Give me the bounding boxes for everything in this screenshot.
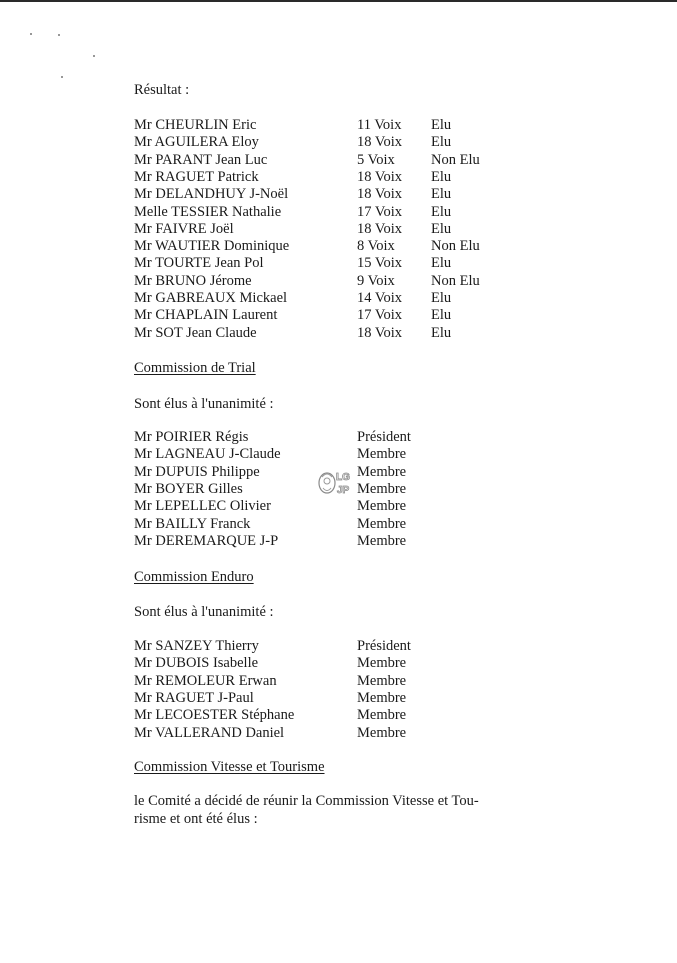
- vitesse-paragraph-line: risme et ont été élus :: [134, 811, 258, 827]
- member-role: Membre: [357, 689, 407, 706]
- member-role: Membre: [357, 463, 407, 480]
- member-name: Mr LEPELLEC Olivier: [134, 498, 271, 515]
- resultat-label: Résultat :: [134, 82, 190, 98]
- result-row: [134, 325, 654, 342]
- enduro-intro: Sont élus à l'unanimité :: [134, 604, 274, 620]
- member-row: [134, 707, 654, 724]
- candidate-name: Mr CHEURLIN Eric: [134, 117, 257, 133]
- member-row: [134, 516, 654, 533]
- election-status: Elu: [431, 307, 452, 324]
- candidate-name: Mr AGUILERA Eloy: [134, 134, 259, 151]
- candidate-name: Mr FAIVRE Joël: [134, 220, 234, 237]
- result-row: [134, 134, 654, 151]
- candidate-name: Melle TESSIER Nathalie: [134, 203, 282, 220]
- vote-count: 18 Voix: [357, 168, 402, 185]
- election-status: Elu: [431, 290, 452, 306]
- election-status: Non Elu: [431, 272, 480, 289]
- result-row: [134, 290, 654, 307]
- member-row: [134, 673, 654, 690]
- member-name: Mr LAGNEAU J-Claude: [134, 446, 281, 463]
- member-name: Mr REMOLEUR Erwan: [134, 672, 277, 689]
- candidate-name: Mr RAGUET Patrick: [134, 168, 259, 185]
- member-role: Membre: [357, 532, 407, 549]
- scan-speck: [61, 76, 63, 78]
- top-border-line: [0, 0, 677, 2]
- member-name: Mr DUBOIS Isabelle: [134, 655, 259, 672]
- member-name: Mr LECOESTER Stéphane: [134, 707, 295, 724]
- scan-speck: [30, 33, 32, 35]
- member-role: Membre: [357, 655, 407, 672]
- candidate-name: Mr DELANDHUY J-Noël: [134, 186, 289, 203]
- vote-count: 11 Voix: [357, 117, 402, 133]
- scan-speck: [58, 34, 60, 36]
- member-name: Mr DUPUIS Philippe: [134, 463, 260, 480]
- vitesse-paragraph: [134, 792, 554, 828]
- vote-count: 8 Voix: [357, 238, 395, 255]
- result-row: [134, 117, 654, 134]
- trial-commission-heading: Commission de Trial: [134, 360, 256, 376]
- member-row: [134, 481, 654, 498]
- member-row: [134, 464, 654, 481]
- vote-count: 18 Voix: [357, 220, 402, 237]
- election-status: Non Elu: [431, 151, 480, 168]
- trial-intro: Sont élus à l'unanimité :: [134, 396, 274, 412]
- candidate-name: Mr PARANT Jean Luc: [134, 151, 268, 168]
- vote-count: 17 Voix: [357, 203, 402, 220]
- election-status: Elu: [431, 117, 452, 133]
- member-role: Membre: [357, 480, 407, 497]
- vote-count: 14 Voix: [357, 290, 402, 306]
- member-row: [134, 446, 654, 463]
- member-name: Mr BAILLY Franck: [134, 515, 251, 532]
- election-status: Elu: [431, 134, 452, 151]
- result-row: [134, 152, 654, 169]
- member-role: Membre: [357, 724, 407, 741]
- svg-text:LG: LG: [336, 472, 350, 483]
- member-row: [134, 429, 654, 446]
- candidate-name: Mr TOURTE Jean Pol: [134, 255, 264, 272]
- member-row: [134, 638, 654, 655]
- member-name: Mr RAGUET J-Paul: [134, 689, 254, 706]
- election-status: Elu: [431, 186, 452, 203]
- member-name: Mr SANZEY Thierry: [134, 638, 259, 654]
- member-name: Mr VALLERAND Daniel: [134, 724, 285, 741]
- member-role: Membre: [357, 446, 407, 463]
- candidate-name: Mr BRUNO Jérome: [134, 272, 252, 289]
- enduro-commission-heading: Commission Enduro: [134, 569, 254, 585]
- vote-count: 18 Voix: [357, 186, 402, 203]
- member-role: Membre: [357, 707, 407, 724]
- scan-speck: [93, 55, 95, 57]
- candidate-name: Mr SOT Jean Claude: [134, 324, 257, 341]
- member-row: [134, 690, 654, 707]
- candidate-name: Mr CHAPLAIN Laurent: [134, 307, 278, 324]
- result-row: [134, 238, 654, 255]
- result-row: [134, 186, 654, 203]
- election-status: Elu: [431, 203, 452, 220]
- election-status: Elu: [431, 168, 452, 185]
- member-name: Mr DEREMARQUE J-P: [134, 532, 279, 549]
- election-status: Elu: [431, 220, 452, 237]
- result-row: [134, 255, 654, 272]
- member-role: Membre: [357, 498, 407, 515]
- vote-count: 18 Voix: [357, 324, 402, 341]
- candidate-name: Mr GABREAUX Mickael: [134, 290, 288, 306]
- member-name: Mr BOYER Gilles: [134, 480, 243, 497]
- vote-count: 15 Voix: [357, 255, 402, 272]
- result-row: [134, 204, 654, 221]
- result-row: [134, 273, 654, 290]
- vote-count: 9 Voix: [357, 272, 395, 289]
- watermark-stamp-icon: [316, 467, 358, 499]
- member-row: [134, 533, 654, 550]
- election-status: Elu: [431, 324, 452, 341]
- vitesse-paragraph-line: le Comité a décidé de réunir la Commission Vitesse et Tou-: [134, 793, 479, 809]
- result-row: [134, 221, 654, 238]
- election-status: Non Elu: [431, 238, 480, 255]
- election-status: Elu: [431, 255, 452, 272]
- result-row: [134, 169, 654, 186]
- result-row: [134, 307, 654, 324]
- member-row: [134, 498, 654, 515]
- vitesse-commission-heading: Commission Vitesse et Tourisme: [134, 759, 325, 775]
- candidate-name: Mr WAUTIER Dominique: [134, 238, 290, 255]
- member-row: [134, 725, 654, 742]
- vote-count: 5 Voix: [357, 151, 395, 168]
- member-name: Mr POIRIER Régis: [134, 429, 249, 445]
- member-role: Président: [357, 429, 411, 445]
- svg-text:JP: JP: [337, 485, 350, 496]
- member-role: Membre: [357, 515, 407, 532]
- member-row: [134, 655, 654, 672]
- member-role: Membre: [357, 672, 407, 689]
- vote-count: 18 Voix: [357, 134, 402, 151]
- member-role: Président: [357, 638, 411, 654]
- vote-count: 17 Voix: [357, 307, 402, 324]
